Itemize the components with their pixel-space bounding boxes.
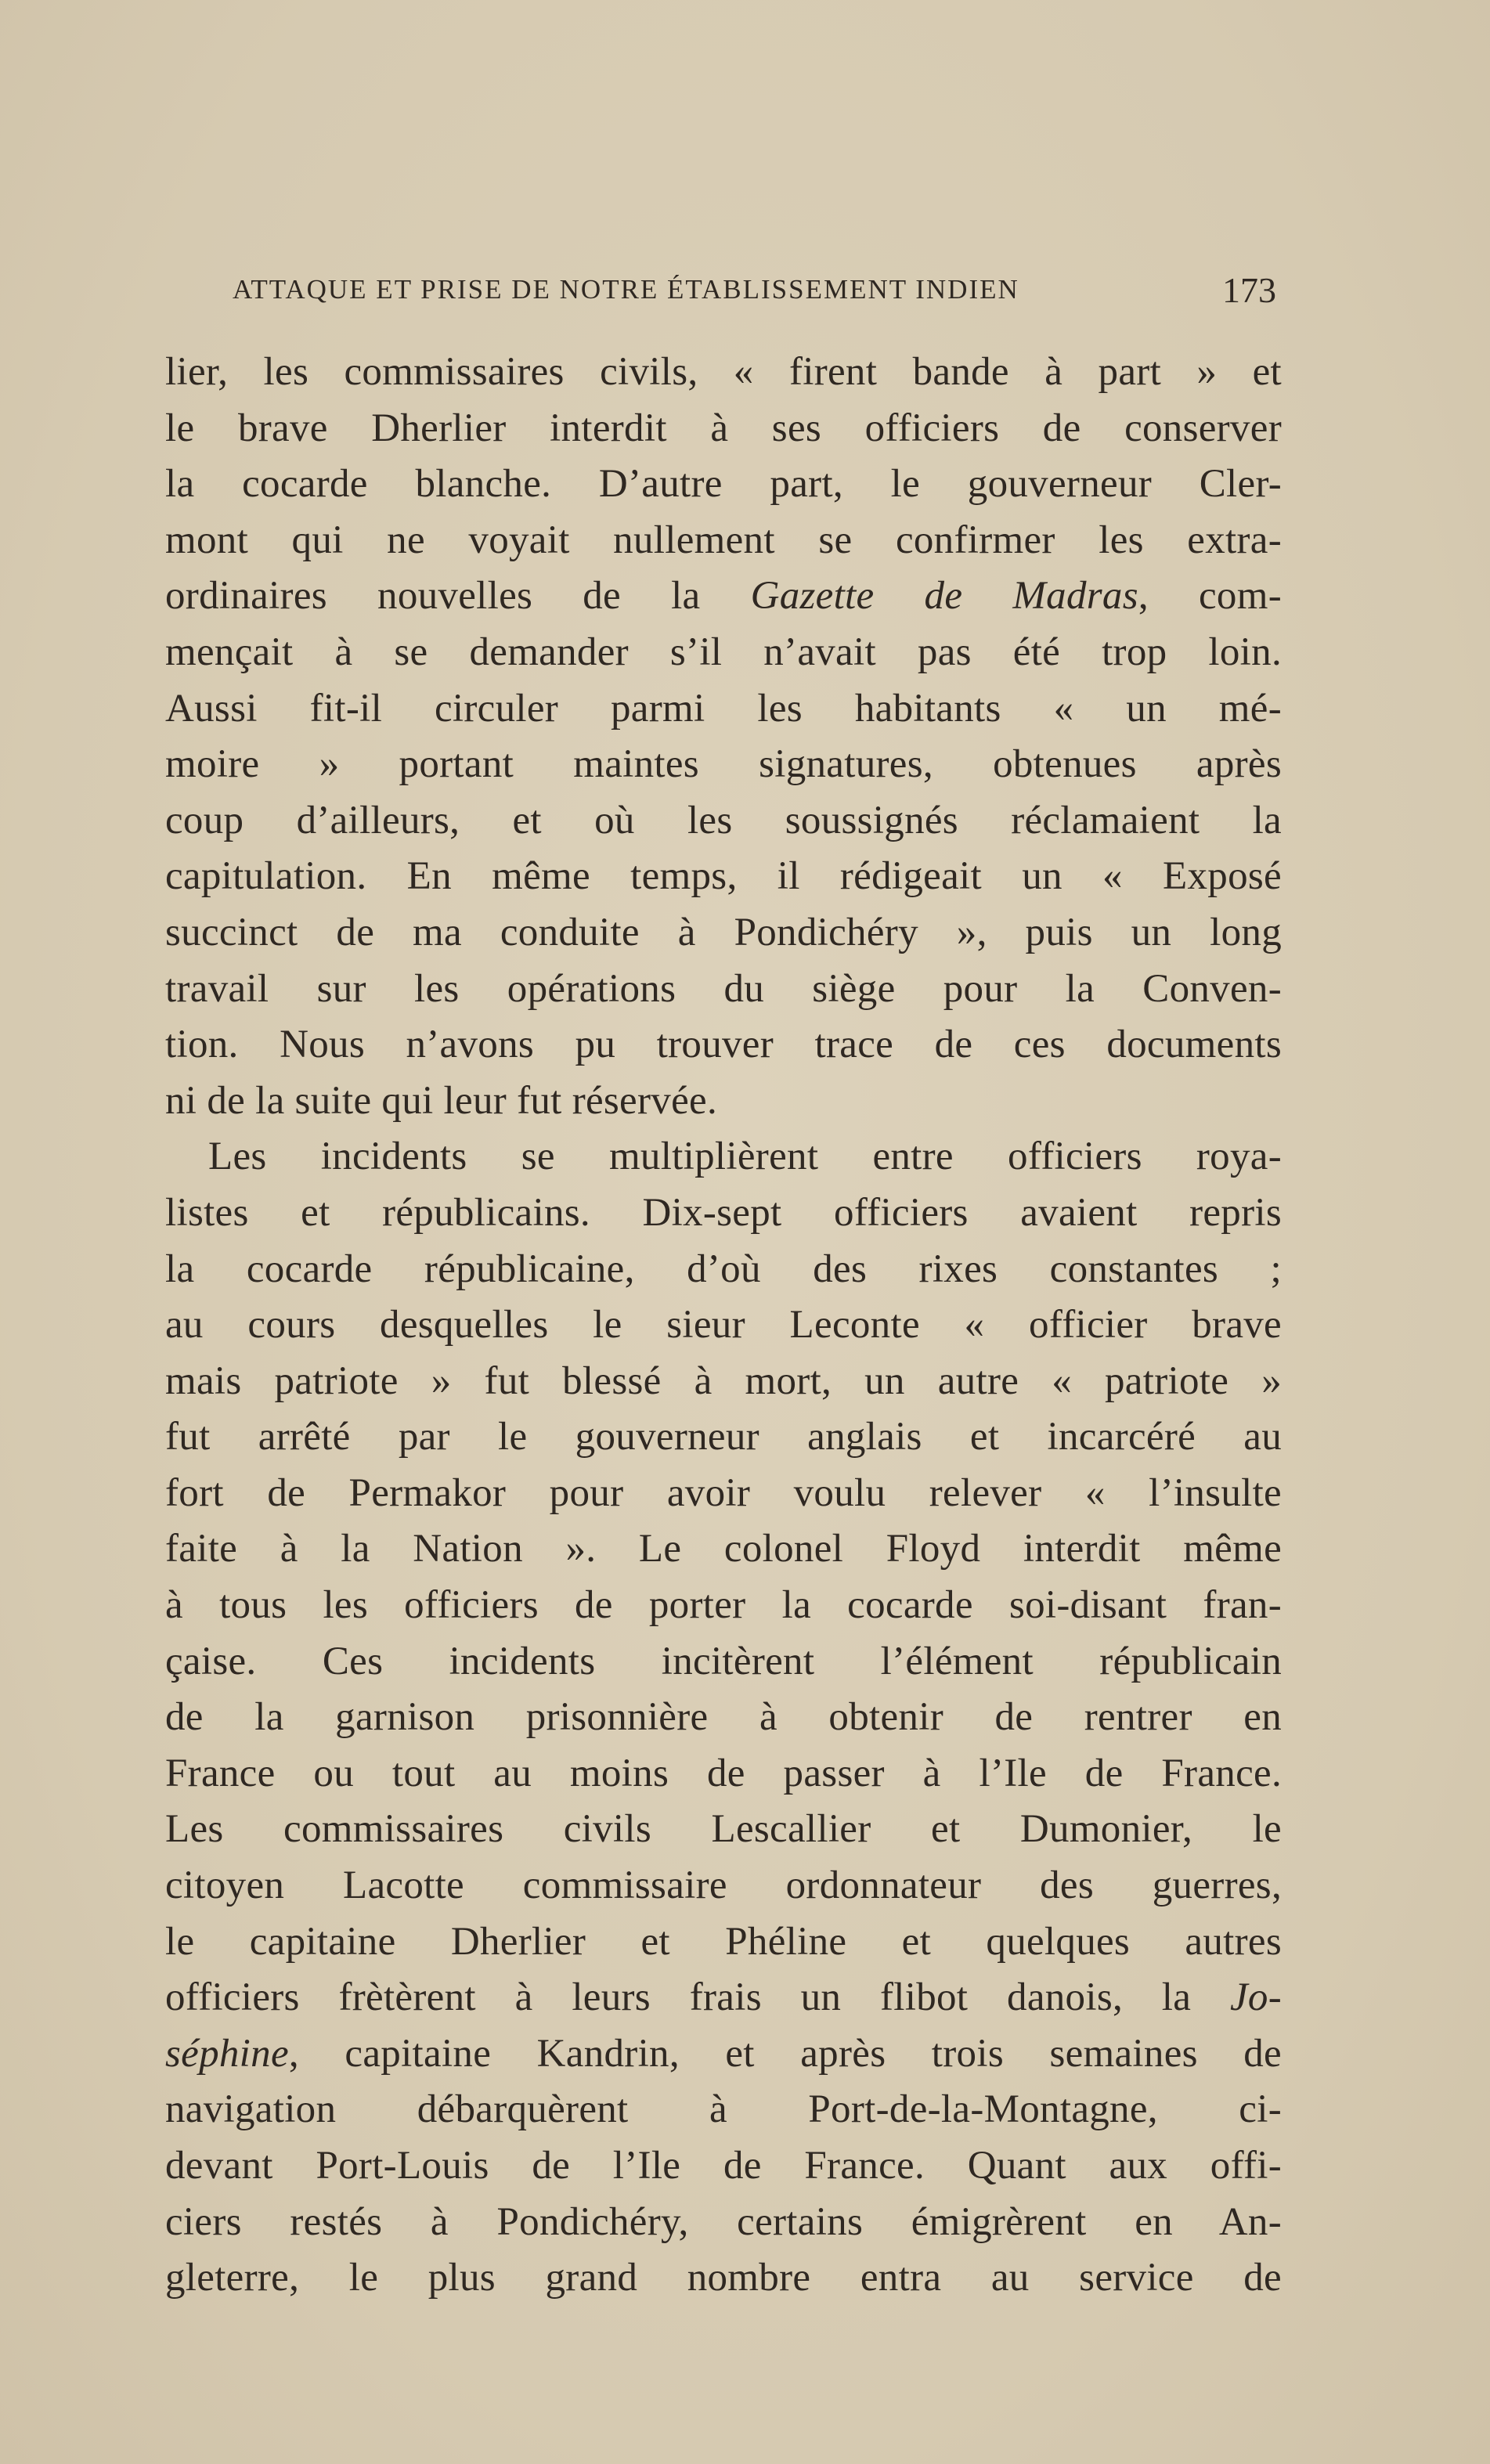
text-line: la cocarde blanche. D’autre part, le gouverneur Cler- [165,462,1282,507]
text-line: fort de Permakor pour avoir voulu relever « l’insulte [165,1470,1282,1515]
text-line: travail sur les opérations du siège pour la Conven- [165,966,1282,1011]
page-header [233,269,1276,316]
text-line: çaise. Ces incidents incitèrent l’élément républicain [165,1639,1282,1683]
text-segment: , com- [1138,574,1282,619]
text-line: France ou tout au moins de passer à l’Ile de France. [165,1751,1282,1795]
text-line: mençait à se demander s’il n’avait pas été trop loin. [165,630,1282,674]
text-line: succinct de ma conduite à Pondichéry », puis un long [165,910,1282,954]
page-number: 173 [1222,270,1276,310]
text-segment: ordinaires nouvelles de la [165,574,751,619]
text-line: ni de la suite qui leur fut réservée. [165,1078,718,1123]
text-line [165,568,1282,625]
text-line: faite à la Nation ». Le colonel Floyd interdit même [165,1527,1282,1571]
italic-text: Jo- [1229,1975,1282,2020]
text-segment: officiers frètèrent à leurs frais un flibot danois, la [165,1975,1230,2020]
text-line: citoyen Lacotte commissaire ordonnateur des guerres, [165,1863,1282,1908]
text-line: Les commissaires civils Lescallier et Dumonier, le [165,1807,1282,1852]
body-text [165,345,1282,2307]
text-line: mais patriote » fut blessé à mort, un autre « patriote » [165,1358,1282,1403]
text-line: ciers restés à Pondichéry, certains émigrèrent en An- [165,2199,1282,2244]
text-line: au cours desquelles le sieur Leconte « officier brave [165,1303,1282,1347]
text-line: capitulation. En même temps, il rédigeait un « Exposé [165,854,1282,899]
text-line: listes et républicains. Dix-sept officiers avaient repris [165,1190,1282,1235]
text-line: fut arrêté par le gouverneur anglais et incarcéré au [165,1415,1282,1459]
text-segment: , capitaine Kandrin, et après trois semaines de [288,2031,1282,2076]
text-line: mont qui ne voyait nullement se confirmer les extra- [165,518,1282,562]
text-line: le capitaine Dherlier et Phéline et quelques autres [165,1919,1282,1964]
italic-text: Gazette de Madras [750,574,1138,619]
text-line: de la garnison prisonnière à obtenir de rentrer en [165,1695,1282,1740]
text-line: tion. Nous n’avons pu trouver trace de ces documents [165,1023,1282,1067]
italic-text: séphine [165,2031,289,2076]
text-line: navigation débarquèrent à Port-de-la-Montagne, ci- [165,2087,1282,2132]
text-line: le brave Dherlier interdit à ses officiers de conserver [165,406,1282,450]
text-line: gleterre, le plus grand nombre entra au service de [165,2256,1282,2300]
text-line: la cocarde républicaine, d’où des rixes constantes ; [165,1246,1282,1291]
text-line: à tous les officiers de porter la cocarde soi-disant fran- [165,1583,1282,1628]
text-line: moire » portant maintes signatures, obtenues après [165,742,1282,787]
running-title: ATTAQUE ET PRISE DE NOTRE ÉTABLISSEMENT INDIEN [233,274,1019,305]
text-line: Les incidents se multiplièrent entre officiers roya- [208,1135,1282,1179]
text-line [165,1970,1282,2026]
text-line: lier, les commissaires civils, « firent bande à part » et [165,350,1282,394]
text-line: Aussi fit-il circuler parmi les habitants « un mé- [165,686,1282,731]
text-line: coup d’ailleurs, et où les soussignés réclamaient la [165,798,1282,842]
text-line: devant Port-Louis de l’Ile de France. Quant aux offi- [165,2144,1282,2188]
text-line [165,2026,1282,2083]
